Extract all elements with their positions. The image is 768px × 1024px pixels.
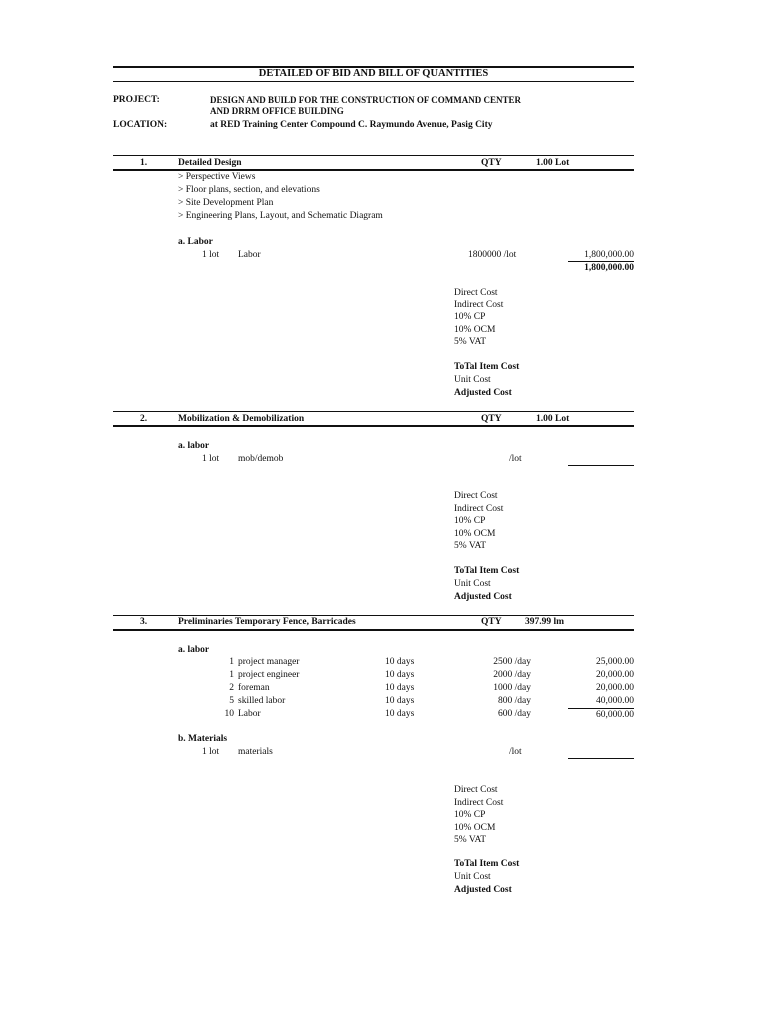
location-value: at RED Training Center Compound C. Raymundo Avenue, Pasig City: [210, 120, 493, 130]
item1-cp: 10% CP: [454, 312, 486, 322]
item3-labor-qty-2: 1: [229, 670, 234, 680]
item3-unit-cost: Unit Cost: [454, 872, 491, 882]
item3-labor-amount-2: 20,000.00: [596, 670, 634, 680]
item3-direct-cost: Direct Cost: [454, 785, 498, 795]
item2-number: 2.: [140, 414, 148, 424]
item2-name: Mobilization & Demobilization: [178, 414, 305, 424]
item2-bottom-rule: [113, 425, 634, 427]
item3-labor-heading: a. labor: [178, 645, 210, 655]
item3-qty-value: 397.99 lm: [525, 617, 565, 627]
item2-vat: 5% VAT: [454, 541, 487, 551]
item3-labor-days-3: 10 days: [385, 683, 415, 693]
item1-labor-heading: a. Labor: [178, 237, 213, 247]
item1-number: 1.: [140, 158, 148, 168]
item3-labor-amount-3: 20,000.00: [596, 683, 634, 693]
item2-top-rule: [113, 411, 634, 412]
item2-labor-heading: a. labor: [178, 441, 210, 451]
item3-labor-rate-2: 2000 /day: [493, 670, 531, 680]
item2-cp: 10% CP: [454, 516, 486, 526]
item1-vat: 5% VAT: [454, 337, 487, 347]
item3-materials-qty: 1 lot: [202, 747, 220, 757]
item3-indirect-cost: Indirect Cost: [454, 798, 504, 808]
item2-unit-cost: Unit Cost: [454, 579, 491, 589]
item3-labor-rate-4: 800 /day: [498, 696, 531, 706]
item2-qty-label: QTY: [481, 414, 502, 424]
item3-labor-amount-5: 60,000.00: [568, 708, 634, 721]
item3-number: 3.: [140, 617, 148, 627]
item1-indirect-cost: Indirect Cost: [454, 300, 504, 310]
location-label: LOCATION:: [113, 120, 168, 130]
item1-labor-rate: 1800000 /lot: [468, 250, 517, 260]
item1-subtotal: 1,800,000.00: [584, 263, 634, 273]
item3-labor-rate-1: 2500 /day: [493, 657, 531, 667]
item3-labor-days-5: 10 days: [385, 709, 415, 719]
item3-qty-label: QTY: [481, 617, 502, 627]
item1-scope-1: > Perspective Views: [178, 172, 256, 182]
item3-labor-days-2: 10 days: [385, 670, 415, 680]
item3-materials-rate: /lot: [509, 747, 522, 757]
item2-indirect-cost: Indirect Cost: [454, 504, 504, 514]
item2-labor-desc: mob/demob: [238, 454, 284, 464]
item3-labor-desc-4: skilled labor: [238, 696, 286, 706]
item1-ocm: 10% OCM: [454, 325, 496, 335]
item1-direct-cost: Direct Cost: [454, 288, 498, 298]
item3-labor-qty-5: 10: [224, 709, 234, 719]
item2-qty-value: 1.00 Lot: [536, 414, 570, 424]
item1-qty-value: 1.00 Lot: [536, 158, 570, 168]
document-title: DETAILED OF BID AND BILL OF QUANTITIES: [258, 68, 489, 79]
item1-unit-cost: Unit Cost: [454, 375, 491, 385]
title-bottom-rule: [113, 81, 634, 82]
item3-bottom-rule: [113, 629, 634, 631]
project-line-1: DESIGN AND BUILD FOR THE CONSTRUCTION OF COMMAND CENTER: [210, 95, 522, 105]
item2-direct-cost: Direct Cost: [454, 491, 498, 501]
item3-labor-desc-5: Labor: [238, 709, 261, 719]
item3-labor-qty-4: 5: [229, 696, 234, 706]
item3-labor-qty-1: 1: [229, 657, 234, 667]
item1-scope-4: > Engineering Plans, Layout, and Schematic Diagram: [178, 211, 383, 221]
item1-adjusted-cost: Adjusted Cost: [454, 388, 512, 398]
item3-materials-desc: materials: [238, 747, 273, 757]
item2-labor-qty: 1 lot: [202, 454, 220, 464]
item3-adjusted-cost: Adjusted Cost: [454, 885, 512, 895]
item3-total-item-cost: ToTal Item Cost: [454, 859, 520, 869]
item3-labor-amount-1: 25,000.00: [596, 657, 634, 667]
item1-name: Detailed Design: [178, 158, 242, 168]
item3-materials-amount-line: [568, 746, 634, 759]
item3-cp: 10% CP: [454, 810, 486, 820]
item1-top-rule: [113, 155, 634, 156]
item1-qty-label: QTY: [481, 158, 502, 168]
item1-labor-qty: 1 lot: [202, 250, 220, 260]
item2-ocm: 10% OCM: [454, 529, 496, 539]
item3-name: Preliminaries Temporary Fence, Barricades: [178, 617, 356, 627]
item3-ocm: 10% OCM: [454, 823, 496, 833]
item1-total-item-cost: ToTal Item Cost: [454, 362, 520, 372]
item3-labor-days-1: 10 days: [385, 657, 415, 667]
item2-total-item-cost: ToTal Item Cost: [454, 566, 520, 576]
item2-labor-rate: /lot: [509, 454, 522, 464]
item3-labor-rate-5: 600 /day: [498, 709, 531, 719]
item2-labor-amount-line: [568, 453, 634, 466]
project-label: PROJECT:: [113, 95, 160, 105]
item3-labor-desc-1: project manager: [238, 657, 300, 667]
item2-adjusted-cost: Adjusted Cost: [454, 592, 512, 602]
item3-labor-desc-2: project engineer: [238, 670, 300, 680]
item3-labor-rate-3: 1000 /day: [493, 683, 531, 693]
item3-labor-desc-3: foreman: [238, 683, 270, 693]
item1-labor-amount: 1,800,000.00: [568, 249, 634, 262]
item1-scope-3: > Site Development Plan: [178, 198, 274, 208]
project-line-2: AND DRRM OFFICE BUILDING: [210, 106, 344, 116]
item3-labor-amount-4: 40,000.00: [596, 696, 634, 706]
item3-labor-qty-3: 2: [229, 683, 234, 693]
item1-scope-2: > Floor plans, section, and elevations: [178, 185, 320, 195]
item3-labor-days-4: 10 days: [385, 696, 415, 706]
item1-labor-desc: Labor: [238, 250, 261, 260]
item3-vat: 5% VAT: [454, 835, 487, 845]
item3-materials-heading: b. Materials: [178, 734, 228, 744]
